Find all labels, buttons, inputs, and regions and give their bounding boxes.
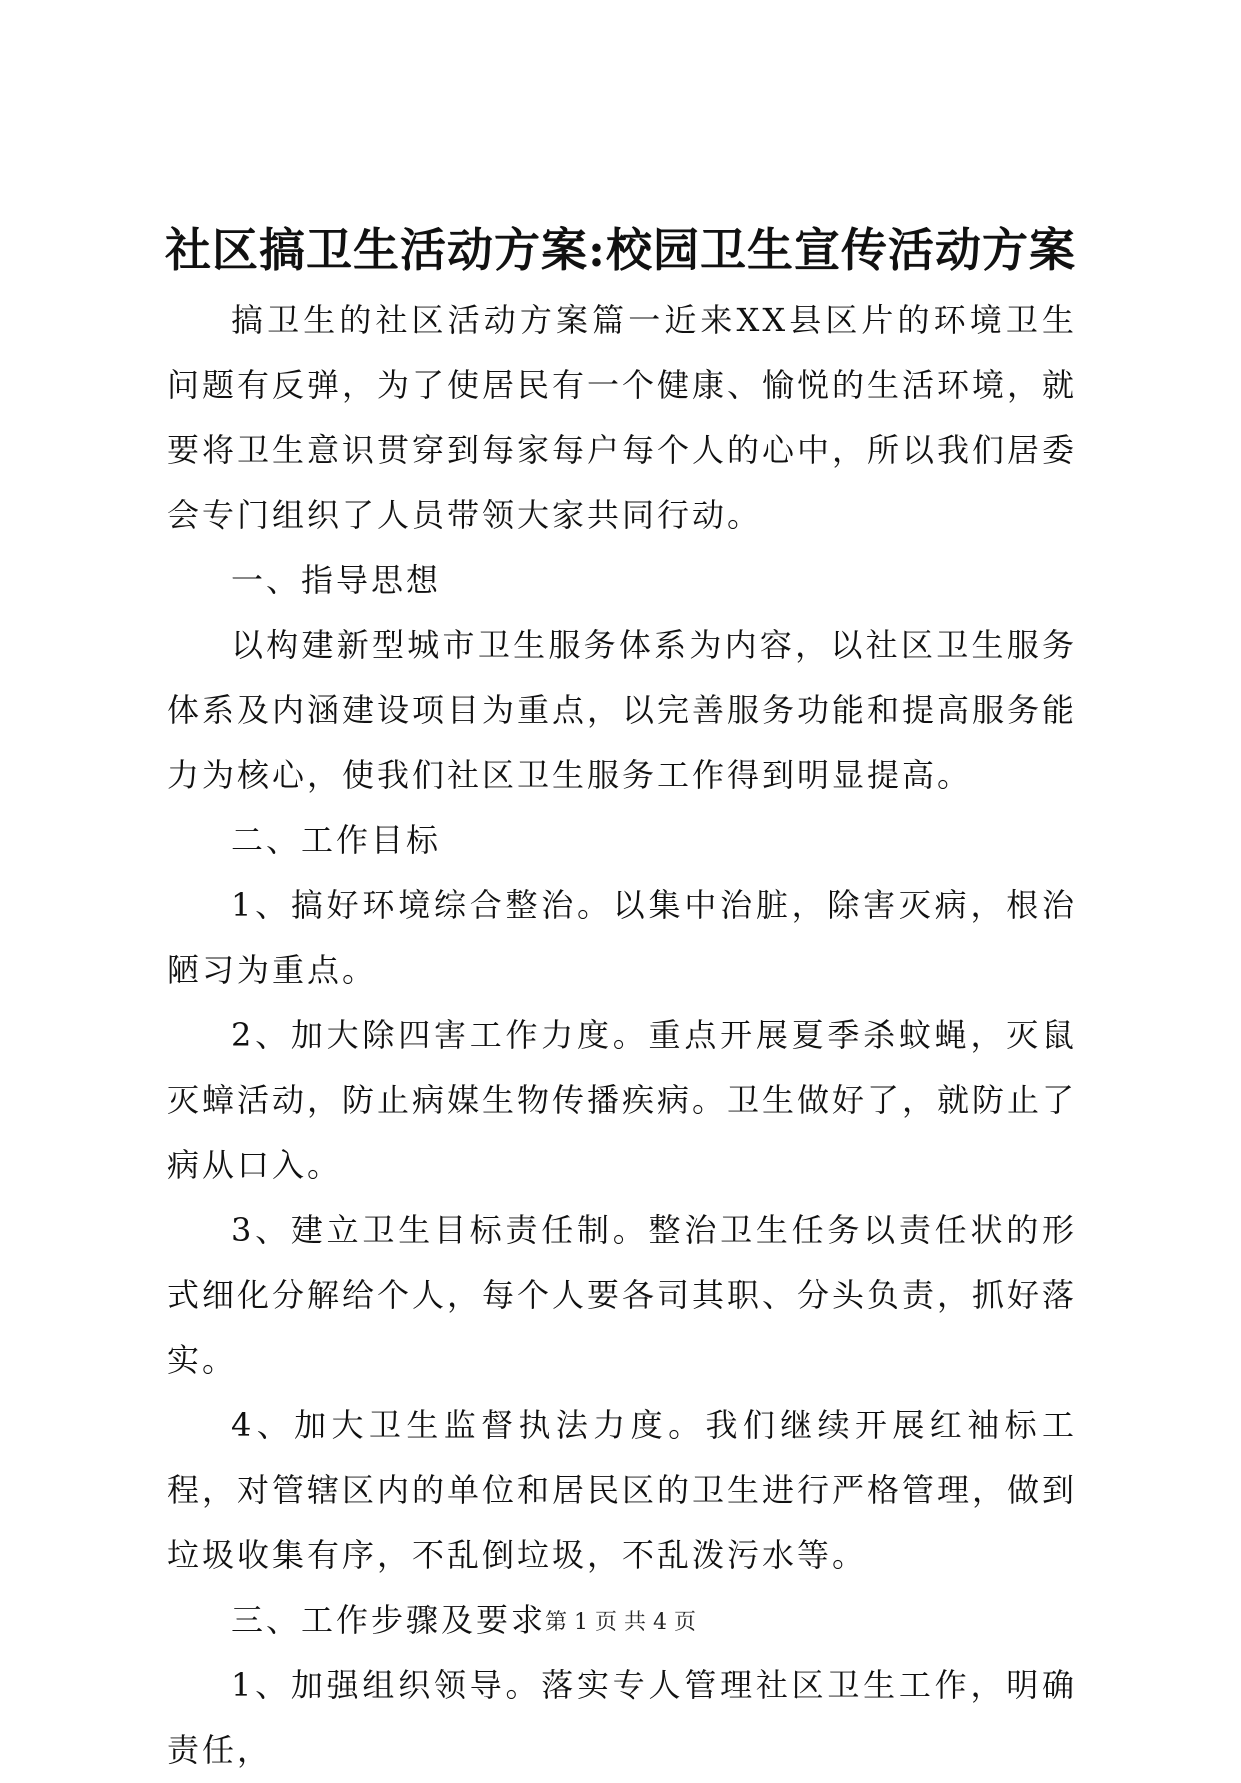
- list-item-goal-2: 2、加大除四害工作力度。重点开展夏季杀蚊蝇，灭鼠灭蟑活动，防止病媒生物传播疾病。卫生做好了，就防止了病从口入。: [167, 1016, 1078, 1184]
- paragraph-guiding-ideology: 以构建新型城市卫生服务体系为内容，以社区卫生服务体系及内涵建设项目为重点，以完善服务功能和提高服务能力为核心，使我们社区卫生服务工作得到明显提高。: [167, 626, 1078, 794]
- list-item-goal-4: 4、加大卫生监督执法力度。我们继续开展红袖标工程，对管辖区内的单位和居民区的卫生进行严格管理，做到垃圾收集有序，不乱倒垃圾，不乱泼污水等。: [167, 1406, 1078, 1574]
- section-heading-work-steps: 三、工作步骤及要求: [231, 1601, 547, 1639]
- document-title: 社区搞卫生活动方案:校园卫生宣传活动方案: [165, 223, 1076, 277]
- list-item-goal-1: 1、搞好环境综合整治。以集中治脏，除害灭病，根治陋习为重点。: [167, 886, 1077, 989]
- paragraph-intro: 搞卫生的社区活动方案篇一近来XX县区片的环境卫生问题有反弹，为了使居民有一个健康、愉悦的生活环境，就要将卫生意识贯穿到每家每户每个人的心中，所以我们居委会专门组织了人员带领大家共同行动。: [167, 301, 1078, 534]
- document-body: [167, 288, 1077, 1783]
- list-item-step-1: 1、加强组织领导。落实专人管理社区卫生工作，明确责任，: [167, 1666, 1077, 1769]
- section-heading-guiding-ideology: 一、指导思想: [231, 561, 442, 599]
- list-item-goal-3: 3、建立卫生目标责任制。整治卫生任务以责任状的形式细化分解给个人，每个人要各司其职、分头负责，抓好落实。: [167, 1211, 1078, 1379]
- section-heading-work-goals: 二、工作目标: [231, 821, 442, 859]
- page-number-footer: 第 1 页 共 4 页: [545, 1610, 696, 1635]
